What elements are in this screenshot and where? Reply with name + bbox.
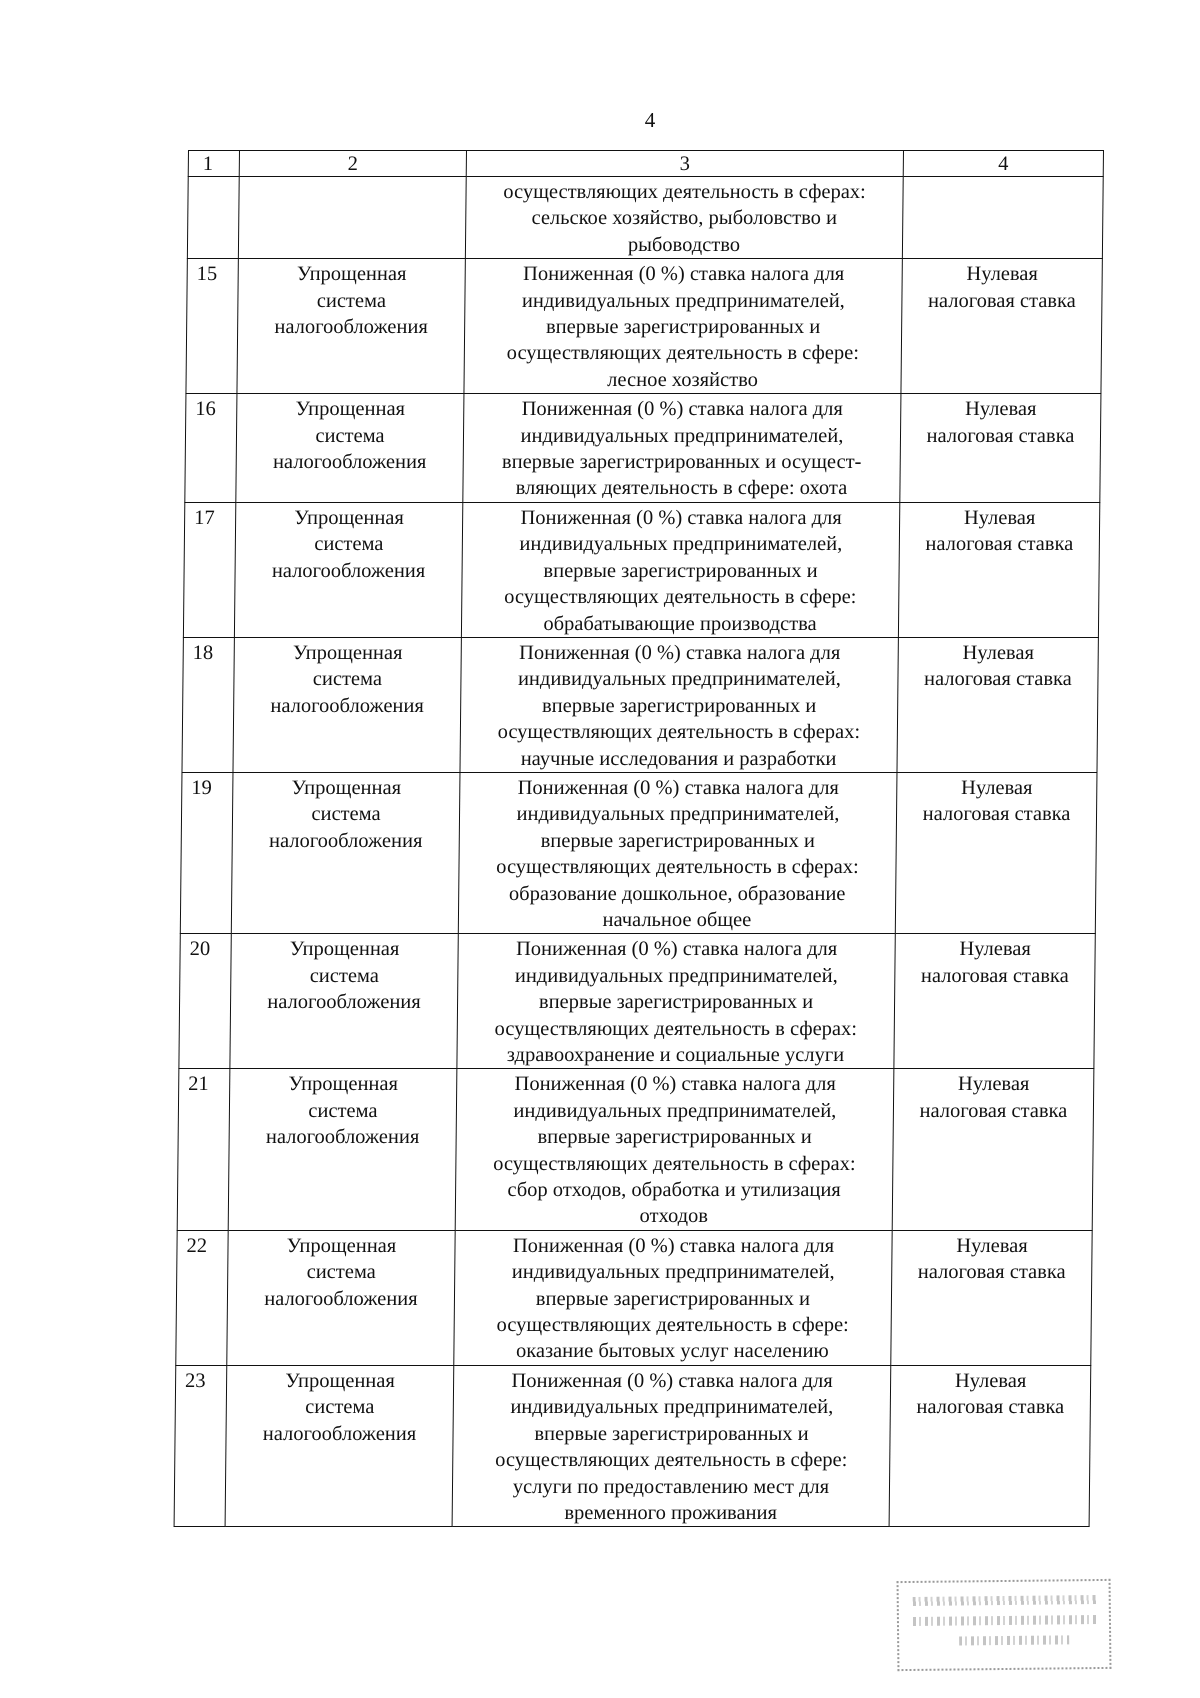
rate-description-line: начальное общее — [602, 908, 752, 931]
rate-description-line: Пониженная (0 %) ставка налога для — [515, 938, 838, 961]
rate-description-line: впервые зарегистрированных и — [534, 1422, 809, 1445]
rate-description-line: осуществляющих деятельность в сфере: — [496, 1314, 849, 1337]
rate-value-line: Нулевая — [963, 506, 1036, 529]
tax-regime-line: налогообложения — [274, 316, 428, 339]
rate-description-line: индивидуальных предпринимателей, — [514, 964, 838, 987]
table-row — [179, 934, 1095, 1069]
row-number: 18 — [182, 637, 234, 772]
rate-value-line: Нулевая — [964, 398, 1037, 421]
rate-description-line: индивидуальных предпринимателей, — [516, 803, 840, 826]
rate-description — [458, 772, 897, 933]
tax-regime-line: Упрощенная — [296, 263, 407, 286]
table-row — [185, 394, 1101, 503]
rate-value-line: налоговая ставка — [917, 1261, 1066, 1284]
tax-regime — [230, 934, 458, 1069]
rate-description — [455, 1069, 894, 1230]
row-number: 19 — [180, 772, 233, 933]
rate-description-line: индивидуальных предпринимателей, — [519, 533, 843, 556]
rate-description-line: впервые зарегистрированных и — [535, 1287, 811, 1310]
table-row — [182, 637, 1098, 772]
tax-regime-line: Упрощенная — [289, 938, 400, 961]
tax-regime-line: Упрощенная — [286, 1234, 397, 1257]
tax-regime — [233, 637, 461, 772]
rate-description-line: впервые зарегистрированных и — [545, 316, 821, 339]
tax-regime — [234, 502, 462, 637]
tax-regime — [236, 394, 464, 503]
rate-value — [897, 637, 1098, 772]
tax-regime-line: налогообложения — [264, 1287, 418, 1310]
tax-regime — [228, 1069, 457, 1230]
rate-value — [900, 394, 1101, 503]
rate-description — [457, 934, 895, 1069]
rate-value — [902, 177, 1103, 259]
rate-value-line: налоговая ставка — [925, 533, 1074, 556]
rate-value-line: налоговая ставка — [922, 803, 1071, 826]
rate-description-line: Пониженная (0 %) ставка налога для — [518, 641, 841, 664]
rate-description — [464, 259, 902, 394]
rate-description — [465, 177, 903, 259]
rate-description-line: сбор отходов, обработка и утилизация — [507, 1179, 841, 1202]
tax-regime-line: Упрощенная — [295, 398, 406, 421]
tax-regime — [237, 259, 465, 394]
rate-description-line: Пониженная (0 %) ставка налога для — [514, 1073, 836, 1096]
rate-value — [894, 934, 1095, 1069]
rate-description-line: обрабатывающие производства — [543, 612, 817, 635]
table-row — [187, 177, 1103, 259]
rate-description-line: осуществляющих деятельность в сфере: — [495, 1449, 848, 1472]
tax-regime-line: налогообложения — [270, 694, 424, 717]
row-number: 20 — [179, 934, 231, 1069]
rate-description — [452, 1365, 891, 1526]
tax-regime-line: система — [309, 964, 380, 987]
rate-description-line: индивидуальных предпринимателей, — [511, 1261, 835, 1284]
row-number: 15 — [186, 259, 238, 394]
row-number — [187, 177, 239, 259]
tax-regime-line: Упрощенная — [291, 776, 402, 799]
tax-regime-line: система — [316, 289, 387, 312]
rate-description-line: осуществляющих деятельность в сферах: — [496, 856, 859, 879]
rate-value-line: Нулевая — [957, 1073, 1030, 1096]
rate-description-line: научные исследования и разработки — [520, 747, 837, 770]
rate-description-line: Пониженная (0 %) ставка налога для — [511, 1369, 833, 1392]
table-row — [183, 502, 1099, 637]
rate-description-line: Пониженная (0 %) ставка налога для — [520, 506, 842, 529]
rate-description-line: впервые зарегистрированных и — [541, 694, 817, 717]
tax-regime-line: система — [308, 1099, 378, 1122]
column-header-4: 4 — [903, 151, 1103, 177]
tax-rates-table — [174, 150, 1104, 1527]
rate-description-line: осуществляющих деятельность в сферах: — [493, 1152, 856, 1175]
column-header-1: 1 — [188, 151, 239, 177]
tax-regime-line: налогообложения — [271, 559, 426, 582]
rate-description-line: осуществляющих деятельность в сфере: — [506, 342, 860, 365]
tax-regime — [238, 177, 466, 259]
rate-value — [889, 1365, 1091, 1526]
row-number: 22 — [176, 1230, 228, 1365]
rate-value-line: налоговая ставка — [926, 424, 1075, 447]
rate-description-line: оказание бытовых услуг населению — [515, 1340, 829, 1363]
rate-value-line: Нулевая — [956, 1234, 1028, 1257]
rate-description-line: индивидуальных предпринимателей, — [521, 289, 845, 312]
rate-description-line: отходов — [639, 1205, 709, 1228]
table-row — [176, 1230, 1092, 1365]
rate-description-line: осуществляющих деятельность в сфере: — [504, 586, 857, 609]
rate-value-line: Нулевая — [966, 263, 1039, 286]
rate-description — [454, 1230, 892, 1365]
rate-description-line: осуществляющих деятельность в сферах: — [503, 181, 866, 203]
rate-description-line: впервые зарегистрированных и осущест- — [501, 451, 862, 474]
column-header-2: 2 — [239, 151, 466, 177]
rate-description — [460, 637, 898, 772]
rate-description-line: услуги по предоставлению мест для — [512, 1475, 830, 1498]
rate-value — [901, 259, 1102, 394]
rate-value-line: Нулевая — [954, 1369, 1027, 1392]
rate-description-line: образование дошкольное, образование — [508, 882, 846, 905]
rate-description-line: вляющих деятельность в сфере: охота — [515, 477, 848, 500]
tax-regime — [227, 1230, 455, 1365]
tax-regime — [225, 1365, 454, 1526]
rate-value-line: налоговая ставка — [923, 668, 1072, 691]
row-number: 21 — [177, 1069, 230, 1230]
rate-description-line: лесное хозяйство — [607, 368, 759, 391]
rate-value — [898, 502, 1099, 637]
rate-value-line: Нулевая — [962, 641, 1035, 664]
tax-regime-line: система — [311, 803, 381, 826]
table-header-row — [188, 151, 1103, 177]
rate-value-line: Нулевая — [959, 938, 1031, 961]
rate-description — [461, 502, 899, 637]
rate-value — [895, 772, 1097, 933]
rate-value — [892, 1069, 1094, 1230]
tax-regime-line: налогообложения — [265, 1126, 420, 1149]
row-number: 23 — [174, 1365, 227, 1526]
rate-value-line: налоговая ставка — [920, 964, 1069, 987]
rate-description-line: индивидуальных предпринимателей, — [510, 1396, 834, 1419]
rate-description-line: Пониженная (0 %) ставка налога для — [521, 398, 844, 421]
rate-value-line: налоговая ставка — [916, 1396, 1065, 1419]
rate-value-line: Нулевая — [960, 776, 1033, 799]
tax-regime-line: Упрощенная — [294, 506, 405, 529]
tax-regime-line: система — [314, 533, 384, 556]
table-row — [174, 1365, 1091, 1526]
page-number: 4 — [644, 108, 656, 132]
column-header-3: 3 — [466, 151, 903, 177]
tax-regime-line: налогообложения — [267, 991, 421, 1014]
rate-value-line: налоговая ставка — [919, 1099, 1068, 1122]
tax-regime-line: налогообложения — [268, 829, 423, 852]
rate-description-line: индивидуальных предпринимателей, — [520, 424, 844, 447]
rate-description-line: впервые зарегистрированных и — [537, 1126, 812, 1149]
tax-regime-line: Упрощенная — [292, 641, 403, 664]
tax-regime — [231, 772, 460, 933]
tax-regime-line: система — [312, 668, 383, 691]
rate-description-line: осуществляющих деятельность в сферах: — [494, 1017, 858, 1040]
row-number: 17 — [183, 502, 235, 637]
table-row — [180, 772, 1097, 933]
rate-description-line: Пониженная (0 %) ставка налога для — [512, 1234, 835, 1257]
rate-description-line: сельское хозяйство, рыболовство и — [531, 207, 838, 230]
rate-value-line: налоговая ставка — [927, 289, 1076, 312]
rate-description-line: впервые зарегистрированных и — [543, 559, 818, 582]
tax-regime-line: система — [306, 1261, 376, 1284]
rate-value — [891, 1230, 1092, 1365]
rate-description-line: индивидуальных предпринимателей, — [513, 1099, 837, 1122]
table-row — [186, 259, 1102, 394]
rate-description — [463, 394, 901, 503]
rate-description-line: здравоохранение и социальные услуги — [506, 1044, 845, 1066]
tax-regime-line: налогообложения — [262, 1422, 417, 1445]
tax-regime-line: система — [315, 424, 385, 447]
rate-description-line: временного проживания — [564, 1501, 778, 1524]
tax-regime-line: Упрощенная — [285, 1369, 395, 1392]
rate-description-line: рыбоводство — [627, 233, 741, 256]
row-number: 16 — [185, 394, 237, 503]
registration-stamp — [897, 1579, 1112, 1671]
rate-description-line: впервые зарегистрированных и — [538, 991, 814, 1014]
rate-description-line: индивидуальных предпринимателей, — [517, 668, 842, 691]
table-row — [177, 1069, 1094, 1230]
rate-description-line: Пониженная (0 %) ставка налога для — [517, 776, 840, 799]
tax-regime-line: Упрощенная — [288, 1073, 399, 1096]
rate-description-line: Пониженная (0 %) ставка налога для — [522, 263, 845, 286]
rate-description-line: осуществляющих деятельность в сферах: — [497, 721, 861, 744]
tax-regime-line: система — [305, 1396, 375, 1419]
tax-regime-line: налогообложения — [272, 451, 427, 474]
rate-description-line: впервые зарегистрированных и — [540, 829, 815, 852]
